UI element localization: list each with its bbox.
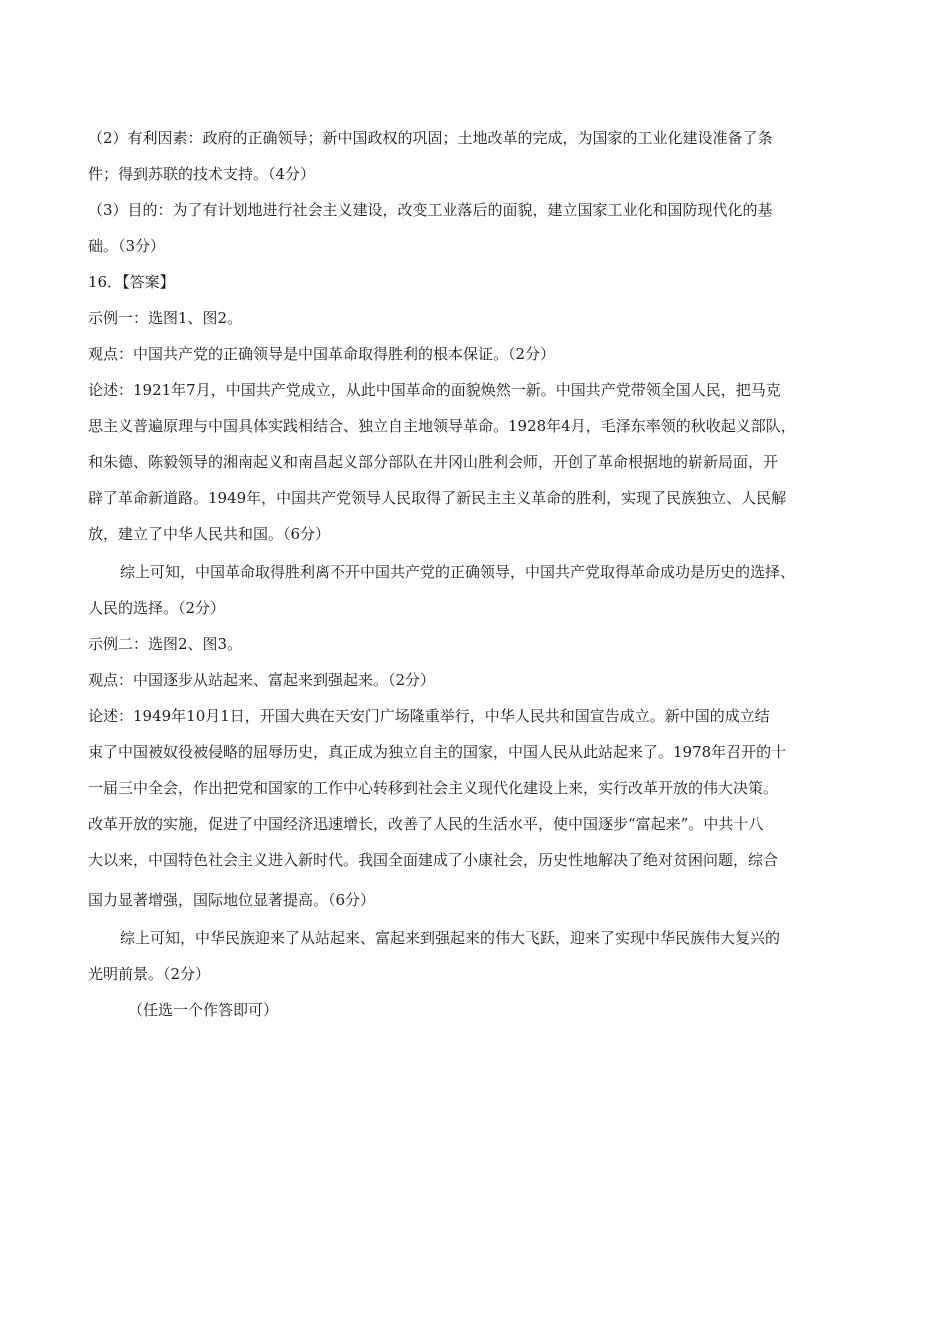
answer-15-part2-line2: 件；得到苏联的技术支持。（4分） [88,165,316,183]
example1-viewpoint: 观点：中国共产党的正确领导是中国革命取得胜利的根本保证。（2分） [88,345,556,363]
example2-conclusion-line2: 光明前景。（2分） [88,965,211,983]
example1-argument-line4: 辟了革命新道路。1949年，中国共产党领导人民取得了新民主主义革命的胜利，实现了民族独立、人民解 [88,489,787,507]
answer-15-part3-line1: （3）目的：为了有计划地进行社会主义建设，改变工业落后的面貌，建立国家工业化和国防现代化的基 [88,201,773,219]
example2-argument-line2: 束了中国被奴役被侵略的屈辱历史，真正成为独立自主的国家，中国人民从此站起来了。1978年召开的十 [88,743,787,761]
answer-15-part2-line1: （2）有利因素：政府的正确领导；新中国政权的巩固；土地改革的完成，为国家的工业化建设准备了条 [88,129,773,147]
example2-argument-line1: 论述：1949年10月1日，开国大典在天安门广场隆重举行，中华人民共和国宣告成立。新中国的成立结 [88,707,770,725]
example2-argument-line6: 国力显著增强，国际地位显著提高。（6分） [88,891,376,909]
example1-selection: 示例一：选图1、图2。 [88,309,243,327]
example2-argument-line4: 改革开放的实施，促进了中国经济迅速增长，改善了人民的生活水平，使中国逐步“富起来”。中共十八 [88,815,764,833]
example2-viewpoint: 观点：中国逐步从站起来、富起来到强起来。（2分） [88,671,436,689]
example1-argument-line2: 思主义普遍原理与中国具体实践相结合、独立自主地领导革命。1928年4月，毛泽东率领的秋收起义部队， [88,417,796,435]
answer-note: （任选一个作答即可） [128,1001,279,1019]
example1-conclusion-line2: 人民的选择。（2分） [88,599,226,617]
answer-15-part3-line2: 础。（3分） [88,237,166,255]
example1-conclusion-line1: 综上可知，中国革命取得胜利离不开中国共产党的正确领导，中国共产党取得革命成功是历史的选择、 [120,563,796,581]
example2-argument-line3: 一届三中全会，作出把党和国家的工作中心转移到社会主义现代化建设上来，实行改革开放的伟大决策。 [88,779,779,797]
example2-selection: 示例二：选图2、图3。 [88,635,243,653]
example2-argument-line5: 大以来，中国特色社会主义进入新时代。我国全面建成了小康社会，历史性地解决了绝对贫困问题，综合 [88,851,779,869]
example1-argument-line5: 放，建立了中华人民共和国。（6分） [88,525,331,543]
example1-argument-line1: 论述：1921年7月，中国共产党成立，从此中国革命的面貌焕然一新。中国共产党带领全国人民，把马克 [88,381,781,399]
example2-conclusion-line1: 综上可知，中华民族迎来了从站起来、富起来到强起来的伟大飞跃，迎来了实现中华民族伟大复兴的 [120,929,781,947]
example1-argument-line3: 和朱德、陈毅领导的湘南起义和南昌起义部分部队在井冈山胜利会师，开创了革命根据地的崭新局面，开 [88,453,779,471]
question-16-heading: 16．【答案】 [88,273,175,291]
